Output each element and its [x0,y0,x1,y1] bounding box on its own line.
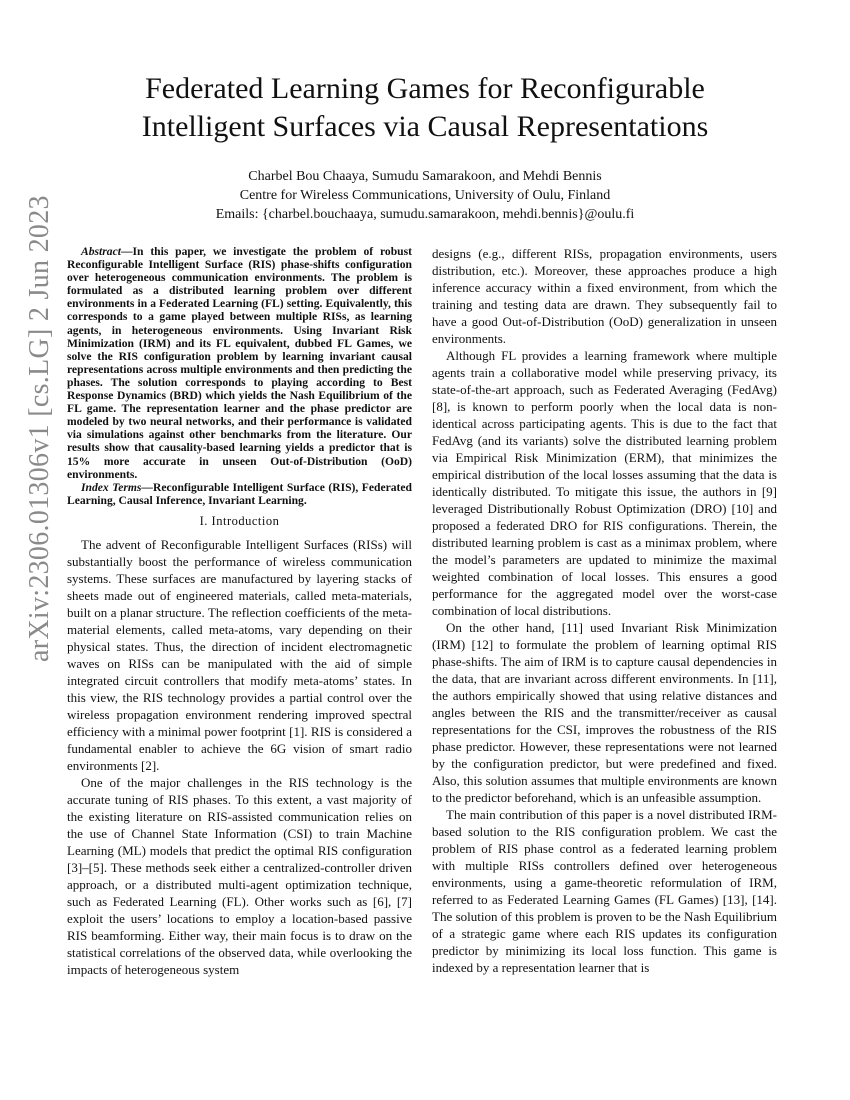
index-terms [67,481,412,507]
body-paragraph: designs (e.g., different RISs, propagation environments, users distribution, etc.). Moreover, these approaches produce a high inference accuracy within a fixed environment, from which the training and testing data are drawn. They subsequently fail to have a good Out-of-Distribution (OoD) generalization in unseen environments. [432,246,777,346]
body-paragraph: Although FL provides a learning framework where multiple agents train a collaborative model while preserving privacy, its state-of-the-art approach, such as Federated Averaging (FedAvg) [8], is known to perform poorly when the local data is non-identical across participating agents. This is due to the fact that FedAvg (and its variants) solve the distributed learning problem via Empirical Risk Minimization (ERM), that minimizes the empirical distribution of the local losses assuming that the data is identically distributed. To mitigate this issue, the authors in [9] leveraged Distributionally Robust Optimization (DRO) [10] and proposed a federated DRO for RIS configurations. Therein, the distributed learning problem is cast as a minimax problem, where the model’s parameters are updated to minimize the maximal weighted combination of local losses. This ensures a good performance for the aggregated model over the worst-case combination of local distributions. [432,348,777,618]
title-line-1: Federated Learning Games for Reconfigurable [145,72,705,105]
author-emails: Emails: {charbel.bouchaaya, sumudu.samarakoon, mehdi.bennis}@oulu.fi [215,207,635,222]
body-paragraph: One of the major challenges in the RIS technology is the accurate tuning of RIS phases. To this extent, a vast majority of the existing literature on RIS-assisted communication relies on the use of Channel State Information (CSI) to train Machine Learning (ML) models that predict the optimal RIS configuration [3]–[5]. These methods seek either a centralized-controller driven approach, or a distributed multi-agent optimization technique, such as Federated Learning (FL). Other works such as [6], [7] exploit the users’ locations to employ a location-based passive RIS beamforming. Either way, their main focus is to draw on the statistical correlations of the observed data, while overlooking the impacts of heterogeneous system [67,774,412,977]
affiliation: Centre for Wireless Communications, University of Oulu, Finland [239,188,611,203]
author-block [80,167,770,224]
abstract-body: In this paper, we investigate the problem of robust Reconfigurable Intelligent Surface (RIS) phase-shifts configuration over heterogeneous communication environments. The problem is formulated as a distributed learning problem over different environments in a Federated Learning (FL) setting. Equivalently, this corresponds to a game played between multiple RISs, as learning agents, in heterogeneous environments. Using Invariant Risk Minimization (IRM) and its FL equivalent, dubbed FL Games, we solve the RIS configuration problem by learning invariant causal representations across multiple environments and then predicting the phases. The solution corresponds to playing according to Best Response Dynamics (BRD) which yields the Nash Equilibrium of the FL game. The representation learner and the phase predictor are modeled by two neural networks, and their performance is validated via simulations against other benchmarks from the literature. Our results show that causality-based learning yields a predictor that is 15% more accurate in unseen Out-of-Distribution (OoD) environments. [67,245,412,481]
body-paragraph: The advent of Reconfigurable Intelligent Surfaces (RISs) will substantially boost the performance of wireless communication systems. These surfaces are manufactured by layering stacks of sheets made out of engineered materials, called meta-materials, built on a planar structure. The reflection coefficients of the meta-material elements, called meta-atoms, vary depending on their physical states. Thus, the direction of incident electromagnetic waves on RISs can be manipulated with the aid of simple integrated circuit controllers that modify meta-atoms’ states. In this view, the RIS technology provides a partial control over the wireless propagation environment rendering improved spectral efficiency with a minimal power footprint [1]. RIS is considered a fundamental enabler to achieve the 6G vision of smart radio environments [2]. [67,536,412,773]
body-paragraph: The main contribution of this paper is a novel distributed IRM-based solution to the RIS configuration problem. We cast the problem of RIS phase control as a federated learning problem with multiple RISs controllers defined over heterogeneous environments, using a game-theoretic reformulation of IRM, referred to as Federated Learning Games (FL Games) [13], [14]. The solution of this problem is proven to be the Nash Equilibrium of a strategic game where each RIS updates its configuration predictor by minimizing its local loss function. This game is indexed by a representation learner that is [432,807,777,975]
left-column [67,245,412,978]
author-names: Charbel Bou Chaaya, Sumudu Samarakoon, and Mehdi Bennis [248,169,602,184]
index-terms-body: Reconfigurable Intelligent Surface (RIS), Federated Learning, Causal Inference, Invariant Learning. [67,480,412,507]
section-heading-introduction: I. Introduction [199,513,280,528]
abstract [67,245,412,481]
body-paragraph: On the other hand, [11] used Invariant Risk Minimization (IRM) [12] to formulate the problem of learning optimal RIS phase-shifts. The aim of IRM is to capture causal dependencies in the data, that are invariant across different environments. In [11], the authors empirically showed that using relative distances and angles between the RIS and the transmitter/receiver as causal representations for the CSI, improves the robustness of the RIS phase predictor. However, these representations were not learned by the configuration predictor, but were predefined and fixed. Also, this solution assumes that multiple environments are known to the predictor beforehand, which is an unfeasible assumption. [432,620,777,805]
right-column [432,245,777,976]
index-terms-lead: Index Terms— [81,480,153,494]
abstract-lead: Abstract— [81,245,133,258]
title-line-2: Intelligent Surfaces via Causal Representations [141,110,709,143]
arxiv-identifier[interactable]: arXiv:2306.01306v1 [cs.LG] 2 Jun 2023 [24,195,55,662]
paper-title [80,70,770,146]
